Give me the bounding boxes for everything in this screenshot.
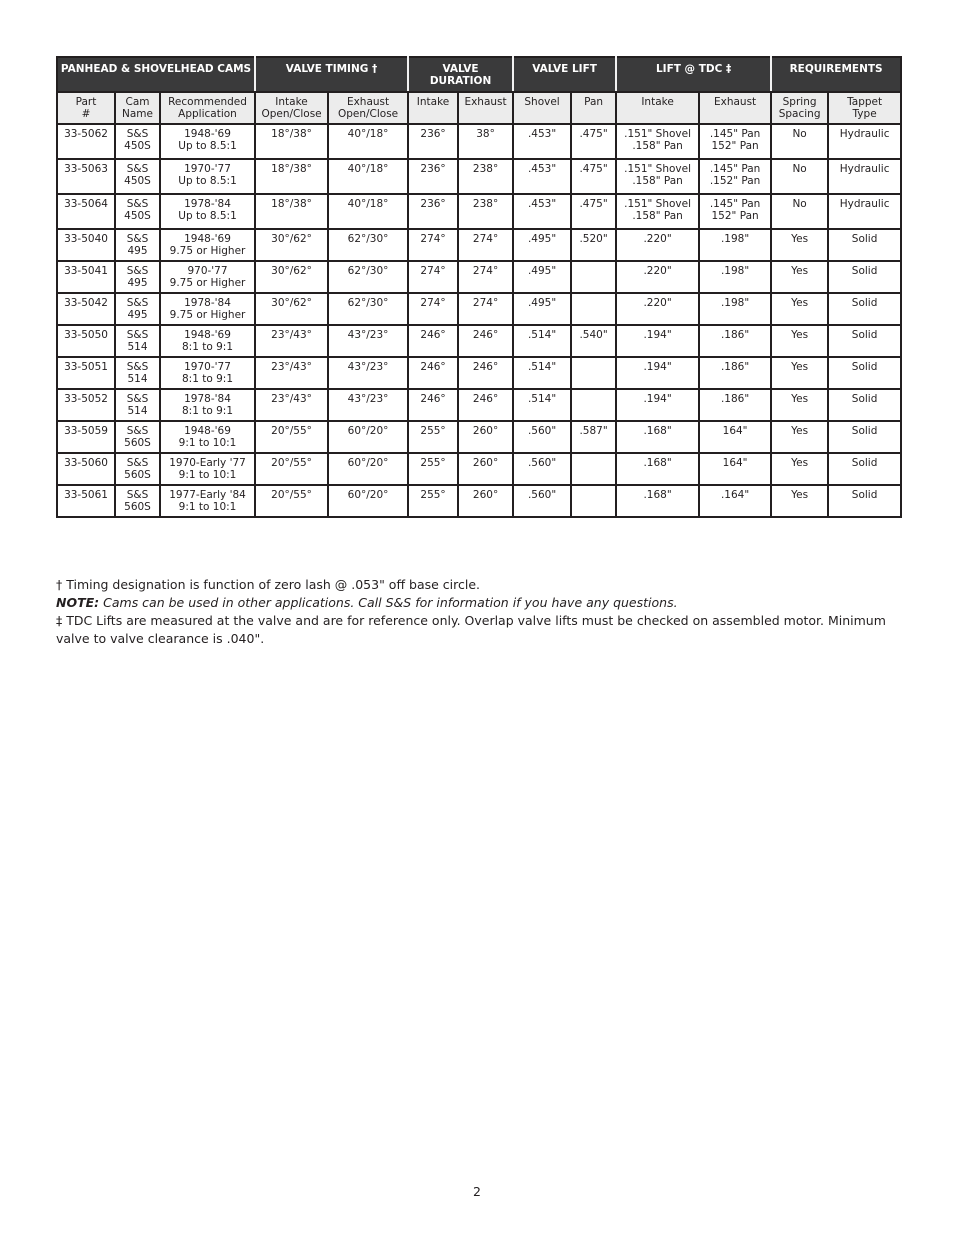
table-cell: .495" [513,261,571,293]
table-cell: .453" [513,194,571,229]
cam-specifications-table [56,56,902,518]
table-cell: 33-5050 [57,325,115,357]
table-cell: Hydraulic [828,194,901,229]
table-cell: .453" [513,124,571,159]
table-cell: .145" Pan .152" Pan [699,159,771,194]
table-cell: 260° [458,421,513,453]
table-cell: .145" Pan 152" Pan [699,194,771,229]
table-cell: .475" [571,159,616,194]
note-text: Cams can be used in other applications. Call S&S for information if you have any questions. [99,595,678,610]
column-header: Intake [408,92,458,124]
table-cell: .560" [513,485,571,517]
table-cell: 60°/20° [328,421,408,453]
table-cell: 164" [699,421,771,453]
table-cell: .186" [699,357,771,389]
table-cell: 1977-Early '84 9:1 to 10:1 [160,485,255,517]
column-header: Part # [57,92,115,124]
table-cell: Yes [771,229,828,261]
table-cell: 62°/30° [328,293,408,325]
group-header-row [57,57,901,92]
table-cell: .495" [513,293,571,325]
table-cell: .453" [513,159,571,194]
table-cell: 33-5063 [57,159,115,194]
group-header-valve-lift: VALVE LIFT [513,57,616,92]
table-cell: 1948-'69 Up to 8.5:1 [160,124,255,159]
table-cell: 23°/43° [255,357,328,389]
note-line [56,594,896,612]
table-cell: .514" [513,357,571,389]
table-cell: 60°/20° [328,485,408,517]
table-cell: No [771,194,828,229]
table-cell: 18°/38° [255,194,328,229]
table-cell: .220" [616,229,699,261]
column-header: Intake [616,92,699,124]
table-cell: 33-5064 [57,194,115,229]
table-cell: .198" [699,261,771,293]
table-cell: .186" [699,325,771,357]
table-cell: 30°/62° [255,293,328,325]
table-cell: 1948-'69 9:1 to 10:1 [160,421,255,453]
table-cell: .220" [616,261,699,293]
table-cell: 62°/30° [328,229,408,261]
table-cell [571,389,616,421]
table-cell: Solid [828,357,901,389]
table-cell: Solid [828,261,901,293]
table-cell: 33-5051 [57,357,115,389]
table-cell: Solid [828,485,901,517]
group-header-valve-timing: VALVE TIMING † [255,57,408,92]
table-cell: Solid [828,389,901,421]
table-cell: S&S 514 [115,357,160,389]
table-cell [571,485,616,517]
table-cell: .560" [513,453,571,485]
table-cell: .514" [513,325,571,357]
table-cell: Yes [771,325,828,357]
table-cell: S&S 495 [115,293,160,325]
table-cell: 970-'77 9.75 or Higher [160,261,255,293]
column-header: Intake Open/Close [255,92,328,124]
group-header-cams: PANHEAD & SHOVELHEAD CAMS [57,57,255,92]
table-cell: 23°/43° [255,325,328,357]
group-header-requirements: REQUIREMENTS [771,57,901,92]
table-cell: 43°/23° [328,389,408,421]
table-cell: Solid [828,293,901,325]
table-cell: S&S 495 [115,229,160,261]
table-cell: 43°/23° [328,357,408,389]
table-cell: 274° [458,293,513,325]
table-cell: 20°/55° [255,453,328,485]
table-row [57,421,901,453]
table-cell: .198" [699,229,771,261]
table-cell: 236° [408,194,458,229]
table-cell: .540" [571,325,616,357]
table-cell: 18°/38° [255,159,328,194]
table-row [57,325,901,357]
table-body [57,124,901,517]
group-header-valve-duration: VALVE DURATION [408,57,513,92]
table-cell: Solid [828,325,901,357]
table-cell: S&S 560S [115,485,160,517]
table-row [57,124,901,159]
table-cell: 33-5052 [57,389,115,421]
table-cell: .145" Pan 152" Pan [699,124,771,159]
table-cell: .475" [571,194,616,229]
table-cell: 1970-'77 Up to 8.5:1 [160,159,255,194]
table-cell: 60°/20° [328,453,408,485]
table-cell: 1948-'69 9.75 or Higher [160,229,255,261]
table-cell: .194" [616,357,699,389]
table-cell: .495" [513,229,571,261]
table-cell: 40°/18° [328,159,408,194]
table-row [57,357,901,389]
column-header: Recommended Application [160,92,255,124]
table-cell: 30°/62° [255,261,328,293]
page-number: 2 [473,1184,481,1199]
table-cell: S&S 514 [115,389,160,421]
table-cell: S&S 495 [115,261,160,293]
table-cell: 246° [458,389,513,421]
table-cell: 43°/23° [328,325,408,357]
table-cell: 62°/30° [328,261,408,293]
table-cell: Yes [771,293,828,325]
table-cell: 246° [458,357,513,389]
table-cell: 20°/55° [255,421,328,453]
table-cell: 33-5040 [57,229,115,261]
group-header-lift-tdc: LIFT @ TDC ‡ [616,57,771,92]
table-row [57,485,901,517]
table-cell: 164" [699,453,771,485]
table-cell: 33-5042 [57,293,115,325]
table-cell: S&S 560S [115,421,160,453]
column-header: Exhaust [699,92,771,124]
table-cell: .198" [699,293,771,325]
table-cell: 246° [458,325,513,357]
table-cell: 33-5062 [57,124,115,159]
table-cell: 274° [408,229,458,261]
table-cell: 1978-'84 Up to 8.5:1 [160,194,255,229]
table-cell [571,453,616,485]
table-cell: .220" [616,293,699,325]
table-cell: Hydraulic [828,124,901,159]
table-cell: 246° [408,325,458,357]
note-label: NOTE: [56,595,100,610]
table-cell: 255° [408,421,458,453]
table-row [57,293,901,325]
table-cell: Solid [828,453,901,485]
table-cell: .168" [616,453,699,485]
table-cell: 255° [408,485,458,517]
table-cell: S&S 514 [115,325,160,357]
table-cell: 1970-'77 8:1 to 9:1 [160,357,255,389]
table-cell: 274° [408,293,458,325]
column-header: Exhaust [458,92,513,124]
column-header: Tappet Type [828,92,901,124]
column-header-row [57,92,901,124]
table-row [57,261,901,293]
table-cell: .194" [616,389,699,421]
table-cell: .560" [513,421,571,453]
table-cell: 20°/55° [255,485,328,517]
table-cell: .168" [616,485,699,517]
table-cell [571,293,616,325]
table-cell: .164" [699,485,771,517]
table-cell: 23°/43° [255,389,328,421]
table-cell: 246° [408,357,458,389]
table-cell: Yes [771,357,828,389]
table-cell: 38° [458,124,513,159]
table-cell: No [771,124,828,159]
table-cell: .475" [571,124,616,159]
table-cell: 260° [458,485,513,517]
table-cell: 1970-Early '77 9:1 to 10:1 [160,453,255,485]
table-cell: 40°/18° [328,124,408,159]
tdc-footnote: ‡ TDC Lifts are measured at the valve and are for reference only. Overlap valve lifts must be checked on assembled motor. Minimum valve to valve clearance is .040". [56,613,886,646]
table-cell: 30°/62° [255,229,328,261]
table-cell: 274° [458,229,513,261]
table-cell: 260° [458,453,513,485]
column-header: Exhaust Open/Close [328,92,408,124]
table-cell: 33-5059 [57,421,115,453]
table-cell: 246° [408,389,458,421]
table-cell: .151" Shovel .158" Pan [616,159,699,194]
table-cell: Hydraulic [828,159,901,194]
table-cell: Yes [771,453,828,485]
column-header: Shovel [513,92,571,124]
table-cell [571,261,616,293]
table-cell: Yes [771,485,828,517]
table-row [57,389,901,421]
table-cell: .168" [616,421,699,453]
column-header: Cam Name [115,92,160,124]
timing-footnote: † Timing designation is function of zero lash @ .053" off base circle. [56,577,481,592]
table-cell: 255° [408,453,458,485]
table-cell: .587" [571,421,616,453]
table-cell: 33-5041 [57,261,115,293]
column-header: Pan [571,92,616,124]
table-cell: 33-5060 [57,453,115,485]
table-cell: S&S 450S [115,124,160,159]
table-row [57,229,901,261]
table-cell: 40°/18° [328,194,408,229]
table-cell: 238° [458,194,513,229]
table-cell: .151" Shovel .158" Pan [616,194,699,229]
table-cell: 236° [408,124,458,159]
table-cell: 238° [458,159,513,194]
column-header: Spring Spacing [771,92,828,124]
table-cell: 1978-'84 9.75 or Higher [160,293,255,325]
table-cell: S&S 450S [115,159,160,194]
table-cell: Yes [771,389,828,421]
table-cell: 33-5061 [57,485,115,517]
table-cell: .186" [699,389,771,421]
table-cell: .194" [616,325,699,357]
table-cell: 274° [408,261,458,293]
table-cell: 236° [408,159,458,194]
table-row [57,159,901,194]
table-cell [571,357,616,389]
table-cell: S&S 560S [115,453,160,485]
table-cell: Solid [828,421,901,453]
table-cell: 274° [458,261,513,293]
table-cell: .151" Shovel .158" Pan [616,124,699,159]
table-cell: Yes [771,261,828,293]
table-cell: S&S 450S [115,194,160,229]
table-cell: 1978-'84 8:1 to 9:1 [160,389,255,421]
table-cell: .520" [571,229,616,261]
table-cell: Yes [771,421,828,453]
table-row [57,194,901,229]
table-row [57,453,901,485]
table-cell: 1948-'69 8:1 to 9:1 [160,325,255,357]
table-cell: Solid [828,229,901,261]
table-cell: 18°/38° [255,124,328,159]
table-cell: .514" [513,389,571,421]
footnotes [56,576,896,648]
table-cell: No [771,159,828,194]
